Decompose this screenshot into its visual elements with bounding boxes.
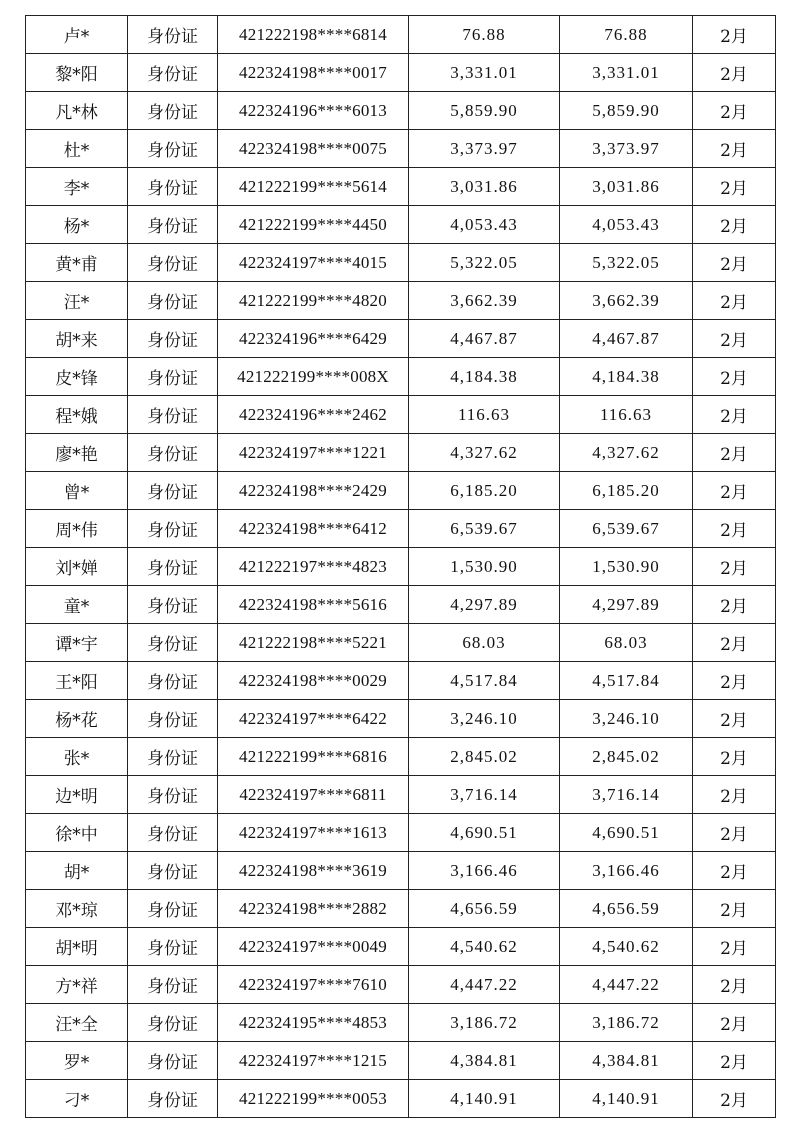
amount-cell: 3,331.01 xyxy=(409,54,560,92)
name-cell: 胡*来 xyxy=(26,320,128,358)
id-type-cell: 身份证 xyxy=(128,510,218,548)
table-row xyxy=(26,1004,776,1042)
name-cell: 程*娥 xyxy=(26,396,128,434)
amount-paid-cell: 3,186.72 xyxy=(560,1004,693,1042)
id-number-cell: 422324197****7610 xyxy=(218,966,409,1004)
amount-paid-cell: 6,539.67 xyxy=(560,510,693,548)
month-cell: 2月 xyxy=(693,434,776,472)
table-row xyxy=(26,472,776,510)
amount-cell: 4,447.22 xyxy=(409,966,560,1004)
amount-cell: 3,246.10 xyxy=(409,700,560,738)
amount-paid-cell: 3,716.14 xyxy=(560,776,693,814)
id-type-cell: 身份证 xyxy=(128,206,218,244)
table-row xyxy=(26,586,776,624)
id-type-cell: 身份证 xyxy=(128,92,218,130)
table-row xyxy=(26,92,776,130)
id-type-cell: 身份证 xyxy=(128,434,218,472)
amount-cell: 76.88 xyxy=(409,16,560,54)
id-type-cell: 身份证 xyxy=(128,966,218,1004)
id-type-cell: 身份证 xyxy=(128,1004,218,1042)
table-row xyxy=(26,244,776,282)
month-cell: 2月 xyxy=(693,130,776,168)
id-number-cell: 422324197****1221 xyxy=(218,434,409,472)
table-row xyxy=(26,434,776,472)
name-cell: 谭*宇 xyxy=(26,624,128,662)
id-number-cell: 422324197****6811 xyxy=(218,776,409,814)
payment-table xyxy=(25,15,776,1118)
id-number-cell: 422324198****5616 xyxy=(218,586,409,624)
id-number-cell: 422324196****2462 xyxy=(218,396,409,434)
id-type-cell: 身份证 xyxy=(128,586,218,624)
id-type-cell: 身份证 xyxy=(128,54,218,92)
table-row xyxy=(26,282,776,320)
id-number-cell: 422324198****6412 xyxy=(218,510,409,548)
amount-paid-cell: 4,690.51 xyxy=(560,814,693,852)
id-number-cell: 422324197****6422 xyxy=(218,700,409,738)
month-cell: 2月 xyxy=(693,358,776,396)
month-cell: 2月 xyxy=(693,700,776,738)
name-cell: 胡* xyxy=(26,852,128,890)
id-number-cell: 421222199****5614 xyxy=(218,168,409,206)
name-cell: 汪* xyxy=(26,282,128,320)
month-cell: 2月 xyxy=(693,1080,776,1118)
id-number-cell: 422324198****0075 xyxy=(218,130,409,168)
table-row xyxy=(26,206,776,244)
table-row xyxy=(26,396,776,434)
month-cell: 2月 xyxy=(693,814,776,852)
id-type-cell: 身份证 xyxy=(128,890,218,928)
id-type-cell: 身份证 xyxy=(128,548,218,586)
amount-paid-cell: 68.03 xyxy=(560,624,693,662)
amount-paid-cell: 1,530.90 xyxy=(560,548,693,586)
id-type-cell: 身份证 xyxy=(128,1042,218,1080)
id-number-cell: 422324197****1215 xyxy=(218,1042,409,1080)
month-cell: 2月 xyxy=(693,852,776,890)
amount-cell: 4,297.89 xyxy=(409,586,560,624)
amount-cell: 4,467.87 xyxy=(409,320,560,358)
amount-paid-cell: 4,184.38 xyxy=(560,358,693,396)
name-cell: 方*祥 xyxy=(26,966,128,1004)
amount-cell: 4,140.91 xyxy=(409,1080,560,1118)
id-type-cell: 身份证 xyxy=(128,358,218,396)
amount-paid-cell: 3,662.39 xyxy=(560,282,693,320)
id-number-cell: 422324198****2429 xyxy=(218,472,409,510)
table-row xyxy=(26,320,776,358)
amount-paid-cell: 4,327.62 xyxy=(560,434,693,472)
name-cell: 黄*甫 xyxy=(26,244,128,282)
amount-cell: 2,845.02 xyxy=(409,738,560,776)
id-type-cell: 身份证 xyxy=(128,472,218,510)
id-type-cell: 身份证 xyxy=(128,130,218,168)
amount-paid-cell: 4,297.89 xyxy=(560,586,693,624)
amount-cell: 4,384.81 xyxy=(409,1042,560,1080)
table-row xyxy=(26,54,776,92)
amount-paid-cell: 4,540.62 xyxy=(560,928,693,966)
month-cell: 2月 xyxy=(693,472,776,510)
table-row xyxy=(26,510,776,548)
name-cell: 刁* xyxy=(26,1080,128,1118)
name-cell: 凡*林 xyxy=(26,92,128,130)
month-cell: 2月 xyxy=(693,966,776,1004)
id-number-cell: 421222199****4450 xyxy=(218,206,409,244)
name-cell: 徐*中 xyxy=(26,814,128,852)
amount-paid-cell: 4,053.43 xyxy=(560,206,693,244)
table-row xyxy=(26,624,776,662)
amount-cell: 4,656.59 xyxy=(409,890,560,928)
id-type-cell: 身份证 xyxy=(128,168,218,206)
id-number-cell: 422324198****3619 xyxy=(218,852,409,890)
id-type-cell: 身份证 xyxy=(128,928,218,966)
amount-cell: 3,031.86 xyxy=(409,168,560,206)
amount-cell: 4,517.84 xyxy=(409,662,560,700)
amount-cell: 3,716.14 xyxy=(409,776,560,814)
name-cell: 张* xyxy=(26,738,128,776)
month-cell: 2月 xyxy=(693,586,776,624)
name-cell: 边*明 xyxy=(26,776,128,814)
id-type-cell: 身份证 xyxy=(128,852,218,890)
name-cell: 黎*阳 xyxy=(26,54,128,92)
amount-paid-cell: 3,246.10 xyxy=(560,700,693,738)
id-number-cell: 422324196****6429 xyxy=(218,320,409,358)
amount-cell: 4,184.38 xyxy=(409,358,560,396)
amount-cell: 6,185.20 xyxy=(409,472,560,510)
id-number-cell: 421222198****5221 xyxy=(218,624,409,662)
amount-paid-cell: 5,859.90 xyxy=(560,92,693,130)
table-row xyxy=(26,700,776,738)
id-number-cell: 422324198****0017 xyxy=(218,54,409,92)
amount-cell: 4,540.62 xyxy=(409,928,560,966)
amount-cell: 3,662.39 xyxy=(409,282,560,320)
table-row xyxy=(26,130,776,168)
id-number-cell: 422324197****4015 xyxy=(218,244,409,282)
id-number-cell: 422324196****6013 xyxy=(218,92,409,130)
amount-paid-cell: 4,517.84 xyxy=(560,662,693,700)
id-type-cell: 身份证 xyxy=(128,244,218,282)
amount-paid-cell: 3,166.46 xyxy=(560,852,693,890)
amount-cell: 68.03 xyxy=(409,624,560,662)
amount-cell: 5,859.90 xyxy=(409,92,560,130)
month-cell: 2月 xyxy=(693,1004,776,1042)
id-number-cell: 422324198****0029 xyxy=(218,662,409,700)
id-type-cell: 身份证 xyxy=(128,320,218,358)
id-number-cell: 422324197****1613 xyxy=(218,814,409,852)
name-cell: 汪*全 xyxy=(26,1004,128,1042)
amount-cell: 3,186.72 xyxy=(409,1004,560,1042)
table-row xyxy=(26,358,776,396)
id-type-cell: 身份证 xyxy=(128,1080,218,1118)
table-body xyxy=(26,16,776,1118)
table-row xyxy=(26,928,776,966)
month-cell: 2月 xyxy=(693,92,776,130)
amount-cell: 4,327.62 xyxy=(409,434,560,472)
month-cell: 2月 xyxy=(693,776,776,814)
table-row xyxy=(26,966,776,1004)
id-type-cell: 身份证 xyxy=(128,624,218,662)
amount-paid-cell: 4,447.22 xyxy=(560,966,693,1004)
month-cell: 2月 xyxy=(693,168,776,206)
table-row xyxy=(26,168,776,206)
month-cell: 2月 xyxy=(693,548,776,586)
name-cell: 杨* xyxy=(26,206,128,244)
id-number-cell: 421222199****4820 xyxy=(218,282,409,320)
month-cell: 2月 xyxy=(693,396,776,434)
amount-paid-cell: 3,373.97 xyxy=(560,130,693,168)
name-cell: 卢* xyxy=(26,16,128,54)
name-cell: 杨*花 xyxy=(26,700,128,738)
table-row xyxy=(26,814,776,852)
name-cell: 童* xyxy=(26,586,128,624)
id-type-cell: 身份证 xyxy=(128,700,218,738)
amount-paid-cell: 4,140.91 xyxy=(560,1080,693,1118)
amount-paid-cell: 6,185.20 xyxy=(560,472,693,510)
table-row xyxy=(26,738,776,776)
name-cell: 杜* xyxy=(26,130,128,168)
name-cell: 刘*婵 xyxy=(26,548,128,586)
month-cell: 2月 xyxy=(693,16,776,54)
table-row xyxy=(26,1042,776,1080)
table-row xyxy=(26,776,776,814)
amount-paid-cell: 2,845.02 xyxy=(560,738,693,776)
amount-paid-cell: 4,384.81 xyxy=(560,1042,693,1080)
id-type-cell: 身份证 xyxy=(128,396,218,434)
month-cell: 2月 xyxy=(693,738,776,776)
table-row xyxy=(26,852,776,890)
amount-cell: 3,166.46 xyxy=(409,852,560,890)
id-number-cell: 421222199****6816 xyxy=(218,738,409,776)
table-row xyxy=(26,890,776,928)
amount-paid-cell: 3,331.01 xyxy=(560,54,693,92)
name-cell: 罗* xyxy=(26,1042,128,1080)
amount-paid-cell: 3,031.86 xyxy=(560,168,693,206)
name-cell: 周*伟 xyxy=(26,510,128,548)
month-cell: 2月 xyxy=(693,928,776,966)
id-type-cell: 身份证 xyxy=(128,776,218,814)
amount-paid-cell: 76.88 xyxy=(560,16,693,54)
id-type-cell: 身份证 xyxy=(128,814,218,852)
id-type-cell: 身份证 xyxy=(128,282,218,320)
id-number-cell: 421222199****008X xyxy=(218,358,409,396)
id-type-cell: 身份证 xyxy=(128,16,218,54)
amount-cell: 6,539.67 xyxy=(409,510,560,548)
amount-paid-cell: 116.63 xyxy=(560,396,693,434)
name-cell: 皮*锋 xyxy=(26,358,128,396)
name-cell: 廖*艳 xyxy=(26,434,128,472)
amount-cell: 5,322.05 xyxy=(409,244,560,282)
name-cell: 李* xyxy=(26,168,128,206)
name-cell: 王*阳 xyxy=(26,662,128,700)
amount-paid-cell: 4,467.87 xyxy=(560,320,693,358)
id-number-cell: 422324197****0049 xyxy=(218,928,409,966)
table-row xyxy=(26,1080,776,1118)
table-row xyxy=(26,548,776,586)
month-cell: 2月 xyxy=(693,244,776,282)
name-cell: 邓*琼 xyxy=(26,890,128,928)
id-number-cell: 422324198****2882 xyxy=(218,890,409,928)
month-cell: 2月 xyxy=(693,662,776,700)
amount-cell: 4,690.51 xyxy=(409,814,560,852)
amount-cell: 116.63 xyxy=(409,396,560,434)
month-cell: 2月 xyxy=(693,282,776,320)
name-cell: 胡*明 xyxy=(26,928,128,966)
id-type-cell: 身份证 xyxy=(128,662,218,700)
table-row xyxy=(26,662,776,700)
id-number-cell: 421222199****0053 xyxy=(218,1080,409,1118)
month-cell: 2月 xyxy=(693,624,776,662)
month-cell: 2月 xyxy=(693,890,776,928)
amount-cell: 3,373.97 xyxy=(409,130,560,168)
month-cell: 2月 xyxy=(693,510,776,548)
id-type-cell: 身份证 xyxy=(128,738,218,776)
id-number-cell: 421222197****4823 xyxy=(218,548,409,586)
month-cell: 2月 xyxy=(693,320,776,358)
month-cell: 2月 xyxy=(693,1042,776,1080)
id-number-cell: 421222198****6814 xyxy=(218,16,409,54)
amount-cell: 4,053.43 xyxy=(409,206,560,244)
month-cell: 2月 xyxy=(693,54,776,92)
amount-paid-cell: 4,656.59 xyxy=(560,890,693,928)
month-cell: 2月 xyxy=(693,206,776,244)
id-number-cell: 422324195****4853 xyxy=(218,1004,409,1042)
name-cell: 曾* xyxy=(26,472,128,510)
amount-cell: 1,530.90 xyxy=(409,548,560,586)
amount-paid-cell: 5,322.05 xyxy=(560,244,693,282)
table-row xyxy=(26,16,776,54)
